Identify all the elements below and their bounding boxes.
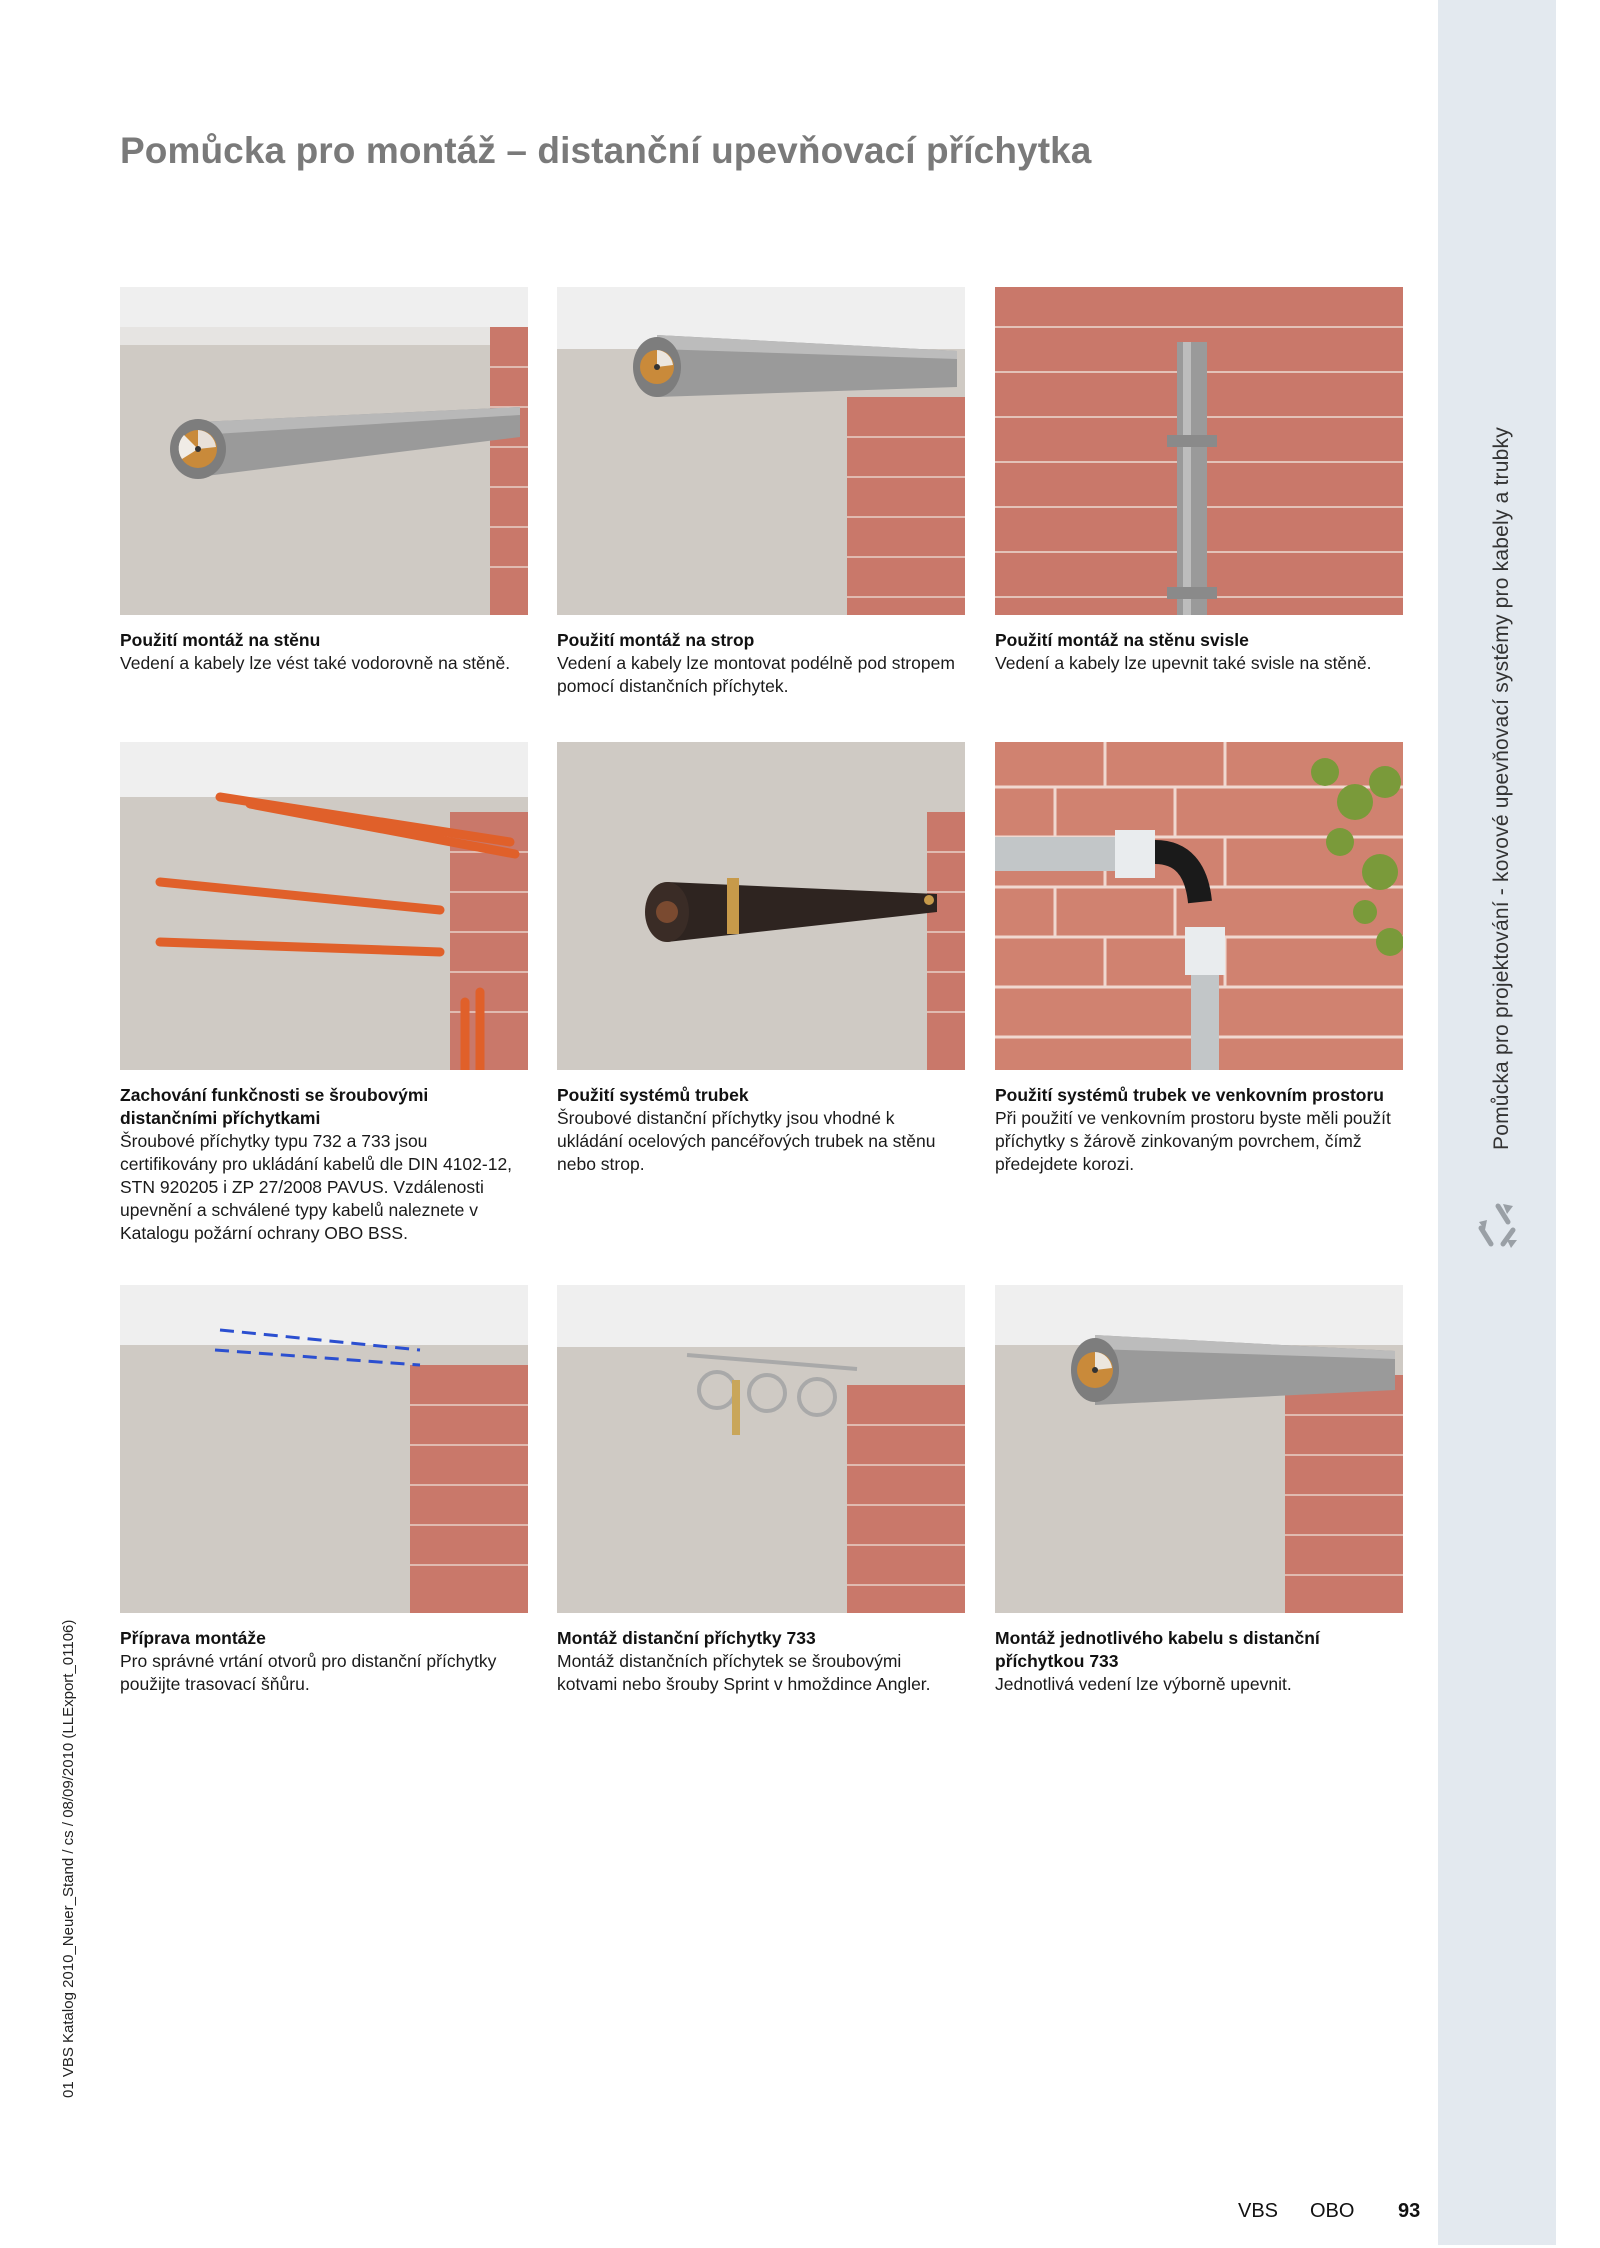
- card-text: Vedení a kabely lze montovat podélně pod stropem pomocí distančních příchytek.: [557, 653, 955, 696]
- card-title: Použití montáž na strop: [557, 630, 755, 650]
- card-clip-733-mounting: [557, 1285, 965, 1696]
- card-title: Montáž jednotlivého kabelu s distanční příchytkou 733: [995, 1628, 1320, 1671]
- photo-single-cable-mounting: [995, 1285, 1403, 1613]
- page-number: 93: [1398, 2200, 1421, 2222]
- card-title: Použití montáž na stěnu: [120, 630, 321, 650]
- photo-mounting-preparation: [120, 1285, 528, 1613]
- recycle-icon: [1473, 1200, 1523, 1250]
- card-ceiling-mounting: [557, 287, 965, 698]
- photo-pipe-systems: [557, 742, 965, 1070]
- card-outdoor-pipe-systems: [995, 742, 1403, 1176]
- photo-vertical-wall-mounting: [995, 287, 1403, 615]
- card-text: Vedení a kabely lze vést také vodorovně na stěně.: [120, 653, 511, 673]
- photo-function-preservation: [120, 742, 528, 1070]
- card-text: Pro správné vrtání otvorů pro distanční příchytky použijte trasovací šňůru.: [120, 1651, 497, 1694]
- photo-wall-mounting: [120, 287, 528, 615]
- photo-ceiling-mounting: [557, 287, 965, 615]
- card-title: Zachování funkčnosti se šroubovými distančními příchytkami: [120, 1085, 429, 1128]
- card-text: Montáž distančních příchytek se šroubovými kotvami nebo šrouby Sprint v hmoždince Angler.: [557, 1651, 931, 1694]
- card-text: Vedení a kabely lze upevnit také svisle na stěně.: [995, 653, 1372, 673]
- sidebar-title: Pomůcka pro projektování - kovové upevňovací systémy pro kabely a trubky: [1490, 427, 1513, 1150]
- card-title: Použití systémů trubek: [557, 1085, 749, 1105]
- card-text: Při použití ve venkovním prostoru byste měli použít příchytky s žárově zinkovaným povrchem, čímž předejdete korozi.: [995, 1108, 1391, 1174]
- card-title: Použití systémů trubek ve venkovním prostoru: [995, 1085, 1384, 1105]
- photo-clip-733-mounting: [557, 1285, 965, 1613]
- card-single-cable-mounting: [995, 1285, 1403, 1696]
- card-vertical-wall-mounting: [995, 287, 1403, 675]
- card-pipe-systems: [557, 742, 965, 1176]
- footer-brand-obo: OBO: [1310, 2200, 1355, 2222]
- photo-outdoor-pipe-systems: [995, 742, 1403, 1070]
- page-title: Pomůcka pro montáž – distanční upevňovací příchytka: [120, 130, 1092, 171]
- card-title: Montáž distanční příchytky 733: [557, 1628, 816, 1648]
- footer-brand-vbs: VBS: [1238, 2200, 1279, 2222]
- card-title: Použití montáž na stěnu svisle: [995, 630, 1249, 650]
- card-wall-mounting: [120, 287, 528, 675]
- footer-export-info: 01 VBS Katalog 2010_Neuer_Stand / cs / 08/09/2010 (LLExport_01106): [60, 1619, 77, 2098]
- card-mounting-preparation: [120, 1285, 528, 1696]
- card-text: Šroubové příchytky typu 732 a 733 jsou certifikovány pro ukládání kabelů dle DIN 4102-12, STN 920205 i ZP 27/2008 PAVUS. Vzdálenosti upevnění a schválené typy kabelů naleznete v Katalogu požární ochrany OBO BSS.: [120, 1131, 513, 1243]
- card-text: Šroubové distanční příchytky jsou vhodné k ukládání ocelových pancéřových trubek na stěnu nebo strop.: [557, 1108, 936, 1174]
- card-function-preservation: [120, 742, 528, 1245]
- card-title: Příprava montáže: [120, 1628, 266, 1648]
- card-text: Jednotlivá vedení lze výborně upevnit.: [995, 1674, 1292, 1694]
